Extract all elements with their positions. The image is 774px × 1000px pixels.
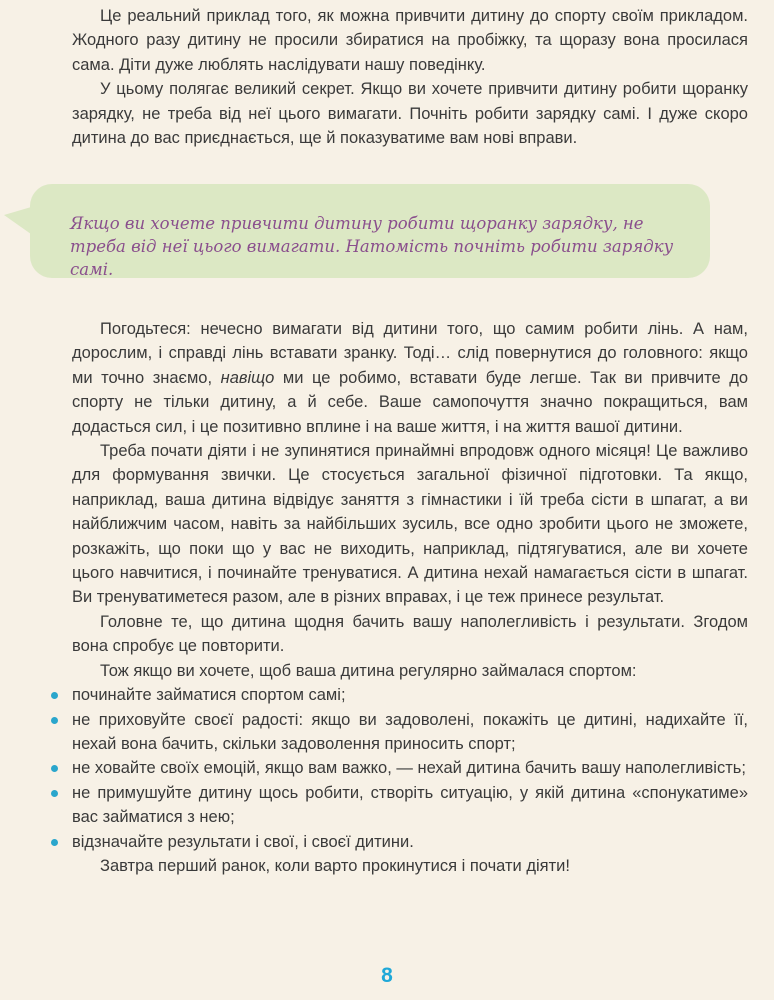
list-item: починайте займатися спортом самі; [72, 683, 748, 707]
list-item: не приховуйте своєї радості: якщо ви задоволені, покажіть це дитині, надихайте її, нехай вона бачить, скільки задоволення приносить спорт; [72, 708, 748, 757]
callout-box [30, 184, 710, 278]
paragraph: У цьому полягає великий секрет. Якщо ви хочете привчити дитину робити щоранку зарядку, не треба від неї цього вимагати. Почніть робити зарядку самі. І дуже скоро дитина до вас приєднається, ще й показуватиме вам нові вправи. [72, 80, 748, 148]
text-run: Погодьтеся: нечесно вимагати від дитини того, що самим робити лінь. А нам, дорослим, і справді лінь вставати зранку. Тоді… слід повернутися до головного: якщо ми точно знаємо, [72, 320, 748, 387]
emphasis: навіщо [220, 368, 275, 387]
paragraph: Тож якщо ви хочете, щоб ваша дитина регулярно займалася спортом: [100, 661, 637, 680]
paragraph: Головне те, що дитина щодня бачить вашу наполегливість і результати. Згодом вона спробує це повторити. [72, 612, 748, 656]
list-item: відзначайте результати і свої, і своєї дитини. [72, 830, 748, 854]
text-run: ми це робимо, вставати буде легше. Так ви привчите до спорту не тільки дитину, а й себе. Ваше самопочуття значно покращиться, вам додасться сил, і це позитивно вплине і на ваше життя, і на життя вашої дитини. [72, 368, 748, 436]
list-item: не примушуйте дитину щось робити, створіть ситуацію, у якій дитина «спонукатиме» вас займатися з нею; [72, 781, 748, 830]
tips-list [72, 683, 748, 854]
paragraph: Це реальний приклад того, як можна привчити дитину до спорту своїм прикладом. Жодного разу дитину не просили збиратися на пробіжку, та щоразу вона просилася сама. Діти дуже люблять наслідувати нашу поведінку. [72, 7, 748, 74]
paragraph: Завтра перший ранок, коли варто прокинутися і почати діяти! [100, 856, 570, 875]
paragraph: Треба почати діяти і не зупинятися принаймні впродовж одного місяця! Це важливо для формування звички. Це стосується загальної фізичної підготовки. Та якщо, наприклад, ваша дитина відвідує заняття з гімнастики і їй треба сісти в шпагат, а ви найближчим часом, навіть за найбільших зусиль, все одно зробити цього не зможете, розкажіть, що поки що у вас не виходить, наприклад, підтягуватися, але ви хочете цього навчитися, і починайте тренуватися. А дитина нехай намагається сісти в шпагат. Ви тренуватиметеся разом, але в різних вправах, і це теж принесе результат. [72, 442, 748, 607]
callout-quote: Якщо ви хочете привчити дитину робити щоранку зарядку, не треба від неї цього вимагати. Натомість почніть робити зарядку самі. [70, 214, 674, 279]
body-section [72, 317, 748, 878]
page-number: 8 [381, 964, 393, 987]
paragraph [72, 317, 748, 439]
list-item: не ховайте своїх емоцій, якщо вам важко, — нехай дитина бачить вашу наполегливість; [72, 756, 748, 780]
intro-section [72, 4, 748, 150]
